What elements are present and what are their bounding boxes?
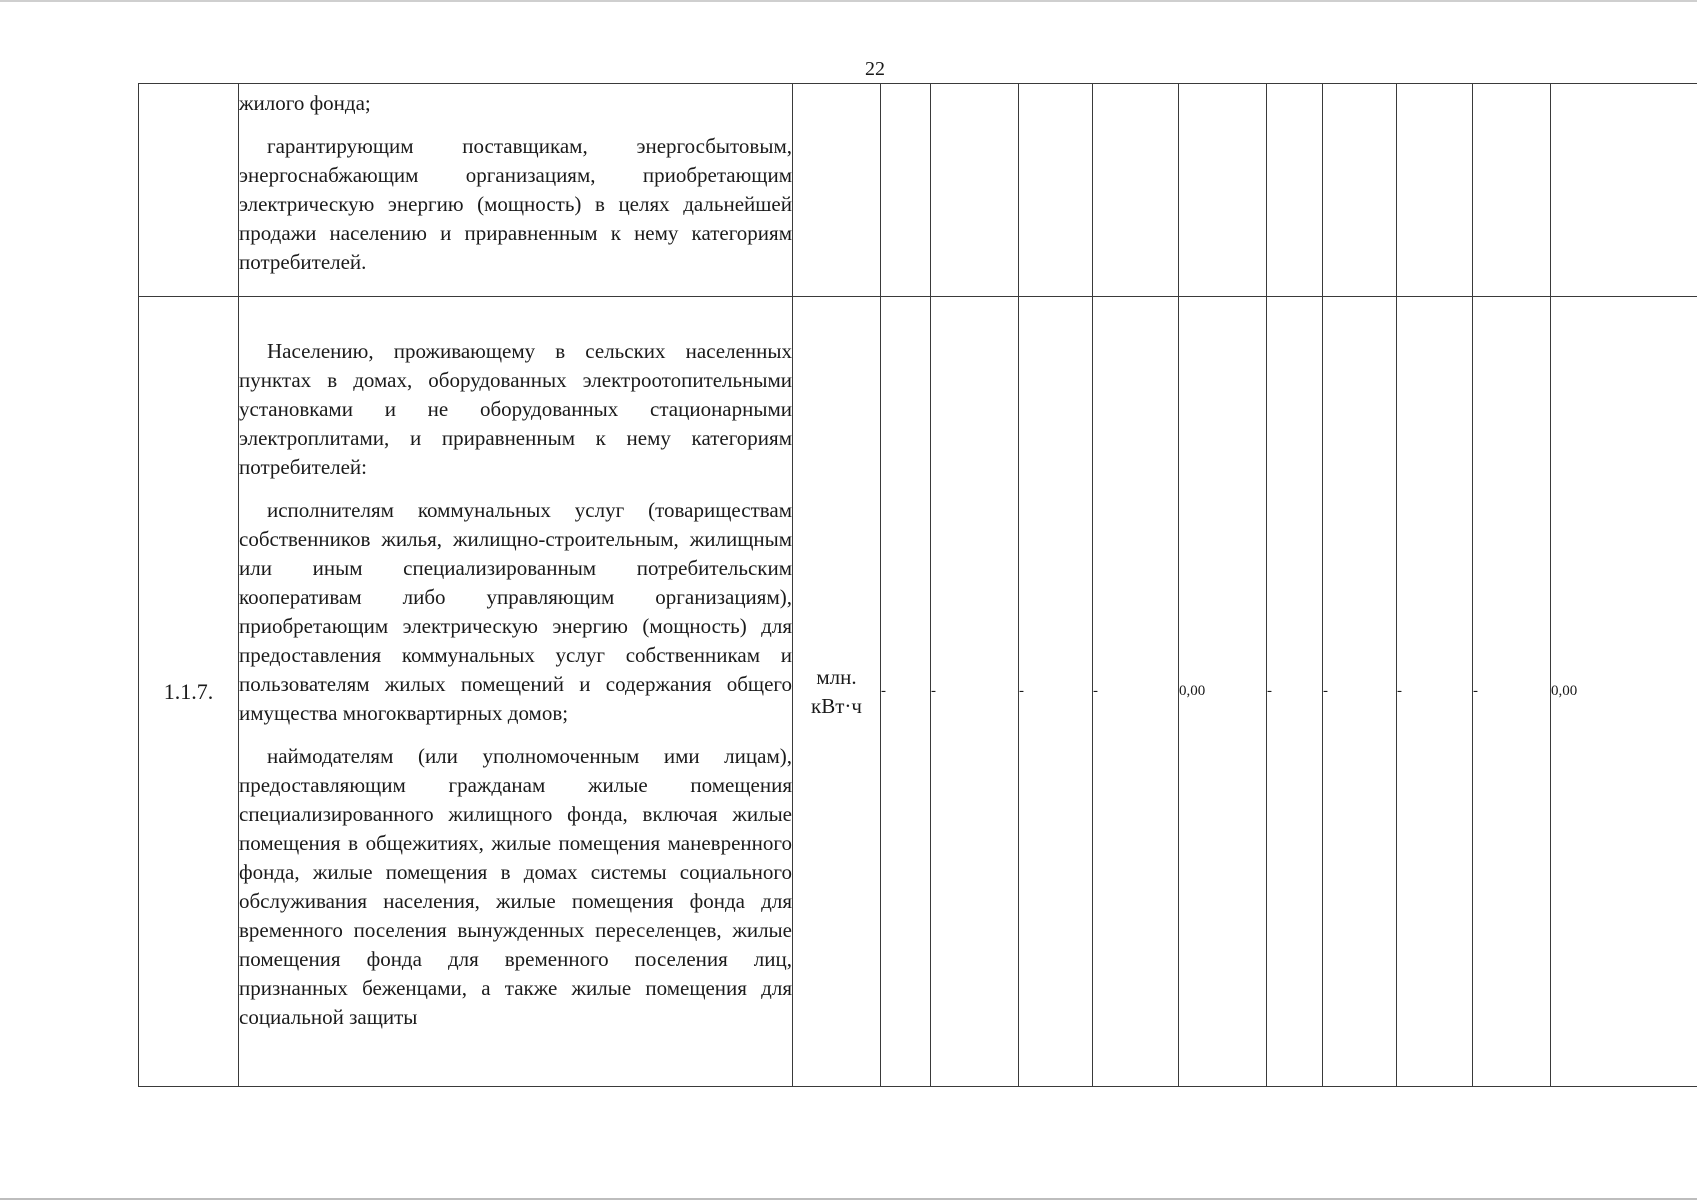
table-row: [139, 84, 1697, 297]
row-number: [139, 84, 239, 297]
value-cell: [931, 84, 1019, 297]
value-cell: -: [1473, 297, 1551, 1087]
value-cell: -: [1323, 297, 1397, 1087]
scan-edge-top: [0, 0, 1697, 2]
description-paragraph: жилого фонда;: [239, 91, 371, 115]
value-cell: [1093, 84, 1179, 297]
description-paragraph: наймодателям (или уполномоченным ими лицам), предоставляющим гражданам жилые помещения специализированного жилищного фонда, включая жилые помещения в общежитиях, жилые помещения маневренного фонда, жилые помещения в домах системы социального обслуживания населения, жилые помещения фонда для временного поселения вынужденных переселенцев, жилые помещения фонда для временного поселения лиц, признанных беженцами, а также жилые помещения для социальной защиты: [239, 744, 792, 1029]
value-cell: -: [1093, 297, 1179, 1087]
value-cell: -: [881, 297, 931, 1087]
row-description: [239, 84, 793, 297]
unit-cell: [793, 84, 881, 297]
unit-line: кВт·ч: [811, 693, 862, 718]
table-row: [139, 297, 1697, 1087]
description-paragraph: гарантирующим поставщикам, энергосбытовым, энергоснабжающим организациям, приобретающим электрическую энергию (мощность) в целях дальнейшей продажи населению и приравненным к нему категориям потребителей.: [239, 134, 792, 274]
value-cell: 0,00: [1179, 297, 1267, 1087]
row-description: [239, 297, 793, 1087]
description-paragraph: Населению, проживающему в сельских населенных пунктах в домах, оборудованных электроотопительными установками и не оборудованных стационарными электроплитами, и приравненным к нему категориям потребителей:: [239, 339, 792, 479]
value-cell: [1323, 84, 1397, 297]
description-paragraph: исполнителям коммунальных услуг (товариществам собственников жилья, жилищно-строительным, жилищным или иным специализированным потребительским кооперативам либо управляющим организациям), приобретающим электрическую энергию (мощность) для предоставления коммунальных услуг собственникам и пользователям жилых помещений и содержания общего имущества многоквартирных домов;: [239, 498, 792, 725]
value-cell: -: [931, 297, 1019, 1087]
value-cell: [1019, 84, 1093, 297]
value-cell: [1179, 84, 1267, 297]
value-cell: [1397, 84, 1473, 297]
value-cell: -: [1267, 297, 1323, 1087]
value-cell: [1267, 84, 1323, 297]
value-cell: [881, 84, 931, 297]
row-number: 1.1.7.: [139, 297, 239, 1087]
value-cell: -: [1397, 297, 1473, 1087]
page-number: 22: [865, 58, 885, 80]
value-cell: 0,00: [1551, 297, 1697, 1087]
unit-cell: [793, 297, 881, 1087]
data-table: [138, 83, 1697, 1087]
value-cell: -: [1019, 297, 1093, 1087]
value-cell: [1551, 84, 1697, 297]
value-cell: [1473, 84, 1551, 297]
unit-line: млн.: [816, 664, 857, 689]
